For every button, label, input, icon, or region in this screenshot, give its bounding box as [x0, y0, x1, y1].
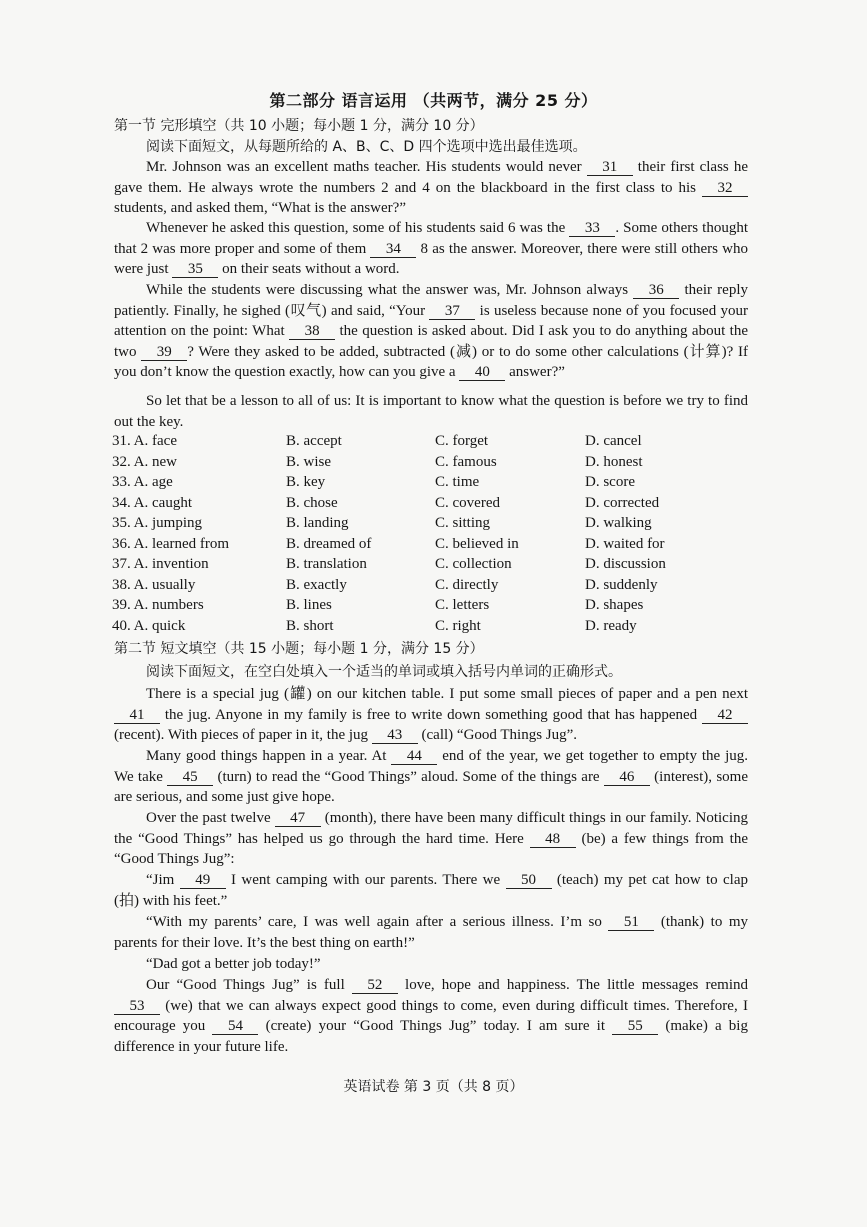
option-a[interactable]: 40. A. quick	[112, 617, 186, 634]
blank-35[interactable]: 35	[172, 261, 218, 278]
blank-42[interactable]: 42	[702, 707, 748, 724]
blank-50[interactable]: 50	[506, 872, 552, 889]
option-row	[112, 454, 752, 475]
gap-fill-paragraph: “Dad got a better job today!”	[146, 956, 321, 972]
gap-fill-paragraph: Over the past twelve 47 (month), there have been many difficult things in our family. Noticing the “Good Things” has helped us go through the hard time. Here 48 (be) a few things from the “Good Things Jug”:	[114, 810, 748, 867]
blank-32[interactable]: 32	[702, 180, 748, 197]
blank-43[interactable]: 43	[372, 727, 418, 744]
blank-54[interactable]: 54	[212, 1018, 258, 1035]
option-row	[112, 597, 752, 618]
option-c[interactable]: C. forget	[435, 433, 489, 449]
blank-45[interactable]: 45	[167, 769, 213, 786]
option-row	[112, 433, 752, 454]
gap-fill-paragraph: There is a special jug (罐) on our kitchen table. I put some small pieces of paper and a pen next 41 the jug. Anyone in my family is free to write down something good that has happened 42 (recent). With pieces of paper in it, the jug 43 (call) “Good Things Jug”.	[114, 686, 748, 743]
option-row	[112, 577, 752, 598]
option-a[interactable]: 33. A. age	[112, 474, 173, 490]
option-b[interactable]: B. accept	[286, 433, 342, 449]
option-b[interactable]: B. chose	[286, 494, 338, 511]
gap-fill-paragraph: “Jim 49 I went camping with our parents. There we 50 (teach) my pet cat how to clap (拍) with his feet.”	[114, 872, 748, 909]
blank-41[interactable]: 41	[114, 707, 160, 724]
gap-fill-paragraph: “With my parents’ care, I was well again after a serious illness. I’m so 51 (thank) to my parents for their love. It’s the best thing on earth!”	[114, 914, 748, 951]
page-footer: 英语试卷 第 3 页（共 8 页）	[343, 1079, 524, 1095]
option-a[interactable]: 38. A. usually	[112, 576, 196, 593]
option-d[interactable]: D. walking	[585, 515, 652, 531]
option-a[interactable]: 35. A. jumping	[112, 515, 203, 531]
option-d[interactable]: D. corrected	[585, 494, 660, 511]
option-b[interactable]: B. dreamed of	[286, 535, 372, 552]
option-row	[112, 495, 752, 516]
option-b[interactable]: B. key	[286, 474, 326, 490]
option-a[interactable]: 32. A. new	[112, 453, 177, 470]
blank-44[interactable]: 44	[391, 748, 437, 765]
option-a[interactable]: 39. A. numbers	[112, 597, 204, 613]
blank-55[interactable]: 55	[612, 1018, 658, 1035]
option-row	[112, 556, 752, 577]
option-row	[112, 515, 752, 536]
blank-40[interactable]: 40	[459, 364, 505, 381]
option-d[interactable]: D. honest	[585, 453, 643, 470]
option-b[interactable]: B. lines	[286, 597, 332, 613]
section1-instruction: 阅读下面短文，从每题所给的 A、B、C、D 四个选项中选出最佳选项。	[146, 139, 587, 155]
option-b[interactable]: B. wise	[286, 453, 331, 470]
option-row	[112, 474, 752, 495]
blank-46[interactable]: 46	[604, 769, 650, 786]
option-b[interactable]: B. exactly	[286, 576, 347, 593]
option-c[interactable]: C. sitting	[435, 515, 491, 531]
blank-36[interactable]: 36	[633, 282, 679, 299]
option-c[interactable]: C. covered	[435, 494, 500, 511]
option-b[interactable]: B. short	[286, 617, 334, 634]
blank-52[interactable]: 52	[352, 977, 398, 994]
option-c[interactable]: C. letters	[435, 597, 490, 613]
option-c[interactable]: C. right	[435, 617, 481, 634]
section2-instruction: 阅读下面短文，在空白处填入一个适当的单词或填入括号内单词的正确形式。	[146, 664, 622, 680]
section2-heading: 第二节 短文填空（共 15 小题；每小题 1 分，满分 15 分）	[114, 641, 484, 657]
blank-31[interactable]: 31	[587, 159, 633, 176]
option-d[interactable]: D. discussion	[585, 556, 666, 572]
blank-39[interactable]: 39	[141, 344, 187, 361]
option-d[interactable]: D. waited for	[585, 535, 665, 552]
blank-37[interactable]: 37	[429, 303, 475, 320]
cloze-options	[112, 433, 752, 638]
option-d[interactable]: D. suddenly	[585, 576, 658, 593]
part-title: 第二部分 语言运用 （共两节，满分 25 分）	[269, 91, 598, 110]
option-c[interactable]: C. famous	[435, 453, 497, 470]
blank-53[interactable]: 53	[114, 998, 160, 1015]
option-d[interactable]: D. cancel	[585, 433, 642, 449]
option-a[interactable]: 31. A. face	[112, 433, 177, 449]
cloze-paragraph: Whenever he asked this question, some of his students said 6 was the 33 . Some others thought that 2 was more proper and some of them 34 8 as the answer. Moreover, there were still others who were just 35 on their seats without a word.	[114, 220, 748, 277]
cloze-paragraph: Mr. Johnson was an excellent maths teacher. His students would never 31 their first class he gave them. He always wrote the numbers 2 and 4 on the blackboard in the first class to his 32 students, and asked them, “What is the answer?”	[114, 159, 748, 216]
option-c[interactable]: C. collection	[435, 556, 512, 572]
option-a[interactable]: 34. A. caught	[112, 494, 192, 511]
option-d[interactable]: D. ready	[585, 617, 637, 634]
option-c[interactable]: C. believed in	[435, 535, 519, 552]
option-row	[112, 536, 752, 557]
blank-34[interactable]: 34	[370, 241, 416, 258]
option-a[interactable]: 37. A. invention	[112, 556, 209, 572]
option-c[interactable]: C. time	[435, 474, 480, 490]
option-d[interactable]: D. score	[585, 474, 635, 490]
blank-38[interactable]: 38	[289, 323, 335, 340]
option-b[interactable]: B. landing	[286, 515, 349, 531]
blank-47[interactable]: 47	[275, 810, 321, 827]
gap-fill-paragraph: Many good things happen in a year. At 44 end of the year, we get together to empty the jug. We take 45 (turn) to read the “Good Things” aloud. Some of the things are 46 (interest), some are serious, and some just give hope.	[114, 748, 748, 805]
section1-heading: 第一节 完形填空（共 10 小题；每小题 1 分，满分 10 分）	[114, 118, 484, 134]
blank-33[interactable]: 33	[569, 220, 615, 237]
blank-49[interactable]: 49	[180, 872, 226, 889]
cloze-paragraph: So let that be a lesson to all of us: It is important to know what the question is before we try to find out the key.	[114, 393, 748, 430]
option-d[interactable]: D. shapes	[585, 597, 644, 613]
option-row	[112, 618, 752, 639]
gap-fill-paragraph: Our “Good Things Jug” is full 52 love, hope and happiness. The little messages remind 53 (we) that we can always expect good things to come, even during difficult times. Therefore, I encourage you 54 (create) your “Good Things Jug” today. I am sure it 55 (make) a big difference in your future life.	[114, 977, 748, 1055]
option-a[interactable]: 36. A. learned from	[112, 535, 230, 552]
cloze-paragraph: While the students were discussing what the answer was, Mr. Johnson always 36 their reply patiently. Finally, he sighed (叹气) and said, “Your 37 is useless because none of you focused your attention on the point: What 38 the question is asked about. Did I ask you to do anything about the two 39 ? Were they asked to be added, subtracted (减) or to do some other calculations (计算)? If you don’t know the question exactly, how can you give a 40 answer?”	[114, 282, 749, 380]
option-c[interactable]: C. directly	[435, 576, 499, 593]
blank-48[interactable]: 48	[530, 831, 576, 848]
option-b[interactable]: B. translation	[286, 556, 367, 572]
blank-51[interactable]: 51	[608, 914, 654, 931]
